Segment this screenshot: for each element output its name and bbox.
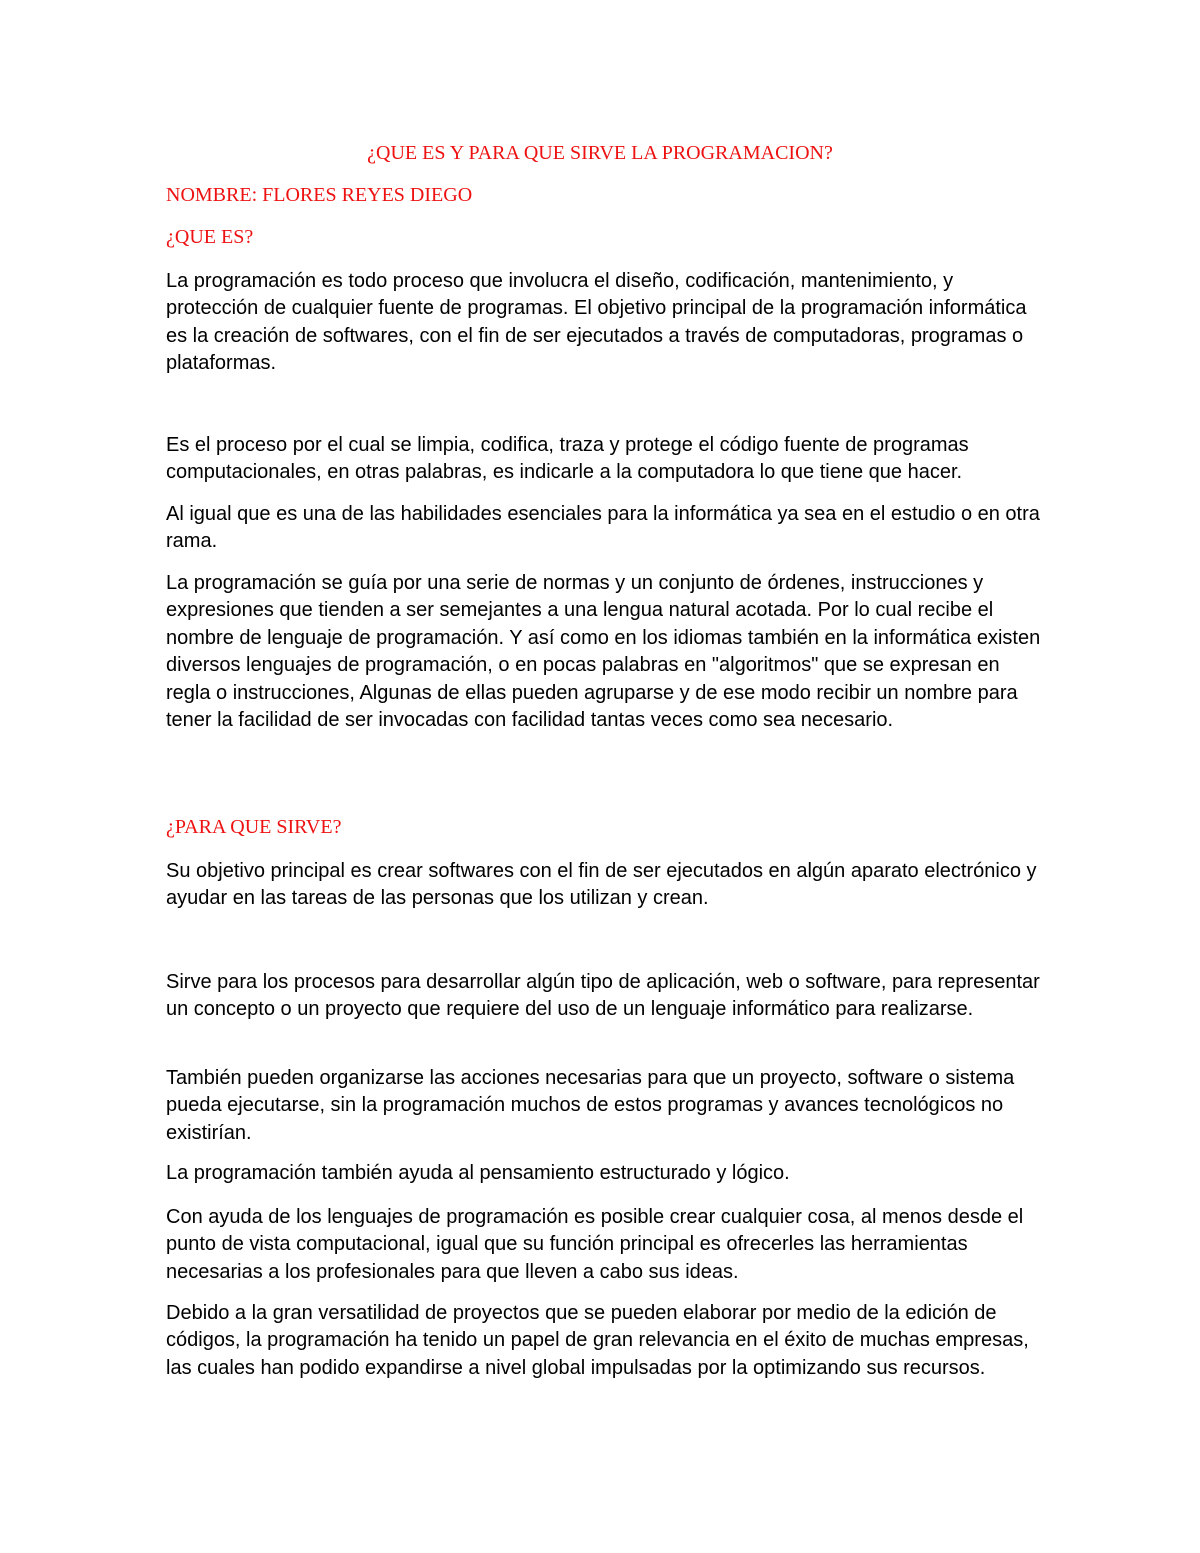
author-line: NOMBRE: FLORES REYES DIEGO bbox=[166, 184, 473, 206]
paragraph: Debido a la gran versatilidad de proyectos que se pueden elaborar por medio de la edición de códigos, la programación ha tenido un papel de gran relevancia en el éxito de muchas empresas, las cuales han podido expandirse a nivel global impulsadas por la optimizando sus recursos. bbox=[166, 1302, 1029, 1379]
paragraph: Sirve para los procesos para desarrollar algún tipo de aplicación, web o software, para representar un concepto o un proyecto que requiere del uso de un lenguaje informático para realizarse. bbox=[166, 971, 1040, 1021]
section-heading-que-es: ¿QUE ES? bbox=[166, 226, 254, 248]
paragraph: Su objetivo principal es crear softwares con el fin de ser ejecutados en algún aparato electrónico y ayudar en las tareas de las personas que los utilizan y crean. bbox=[166, 860, 1037, 910]
paragraph: La programación es todo proceso que involucra el diseño, codificación, mantenimiento, y protección de cualquier fuente de programas. El objetivo principal de la programación informática es la creación de softwares, con el fin de ser ejecutados a través de computadoras, programas o plataformas. bbox=[166, 270, 1027, 375]
section-heading-para-que-sirve: ¿PARA QUE SIRVE? bbox=[166, 816, 342, 838]
paragraph: Con ayuda de los lenguajes de programación es posible crear cualquier cosa, al menos desde el punto de vista computacional, igual que su función principal es ofrecerles las herramientas necesarias a los profesionales para que lleven a cabo sus ideas. bbox=[166, 1206, 1024, 1283]
paragraph: Al igual que es una de las habilidades esenciales para la informática ya sea en el estudio o en otra rama. bbox=[166, 503, 1040, 553]
paragraph: También pueden organizarse las acciones necesarias para que un proyecto, software o sistema pueda ejecutarse, sin la programación muchos de estos programas y avances tecnológicos no existirían. bbox=[166, 1067, 1015, 1144]
document-title: ¿QUE ES Y PARA QUE SIRVE LA PROGRAMACION? bbox=[367, 142, 833, 164]
paragraph: La programación también ayuda al pensamiento estructurado y lógico. bbox=[166, 1162, 790, 1184]
paragraph: Es el proceso por el cual se limpia, codifica, traza y protege el código fuente de programas computacionales, en otras palabras, es indicarle a la computadora lo que tiene que hacer. bbox=[166, 434, 969, 484]
paragraph: La programación se guía por una serie de normas y un conjunto de órdenes, instrucciones y expresiones que tienden a ser semejantes a una lengua natural acotada. Por lo cual recibe el nombre de lenguaje de programación. Y así como en los idiomas también en la informática existen diversos lenguajes de programación, o en pocas palabras en "algoritmos" que se expresan en regla o instrucciones, Algunas de ellas pueden agruparse y de ese modo recibir un nombre para tener la facilidad de ser invocadas con facilidad tantas veces como sea necesario. bbox=[166, 572, 1041, 732]
